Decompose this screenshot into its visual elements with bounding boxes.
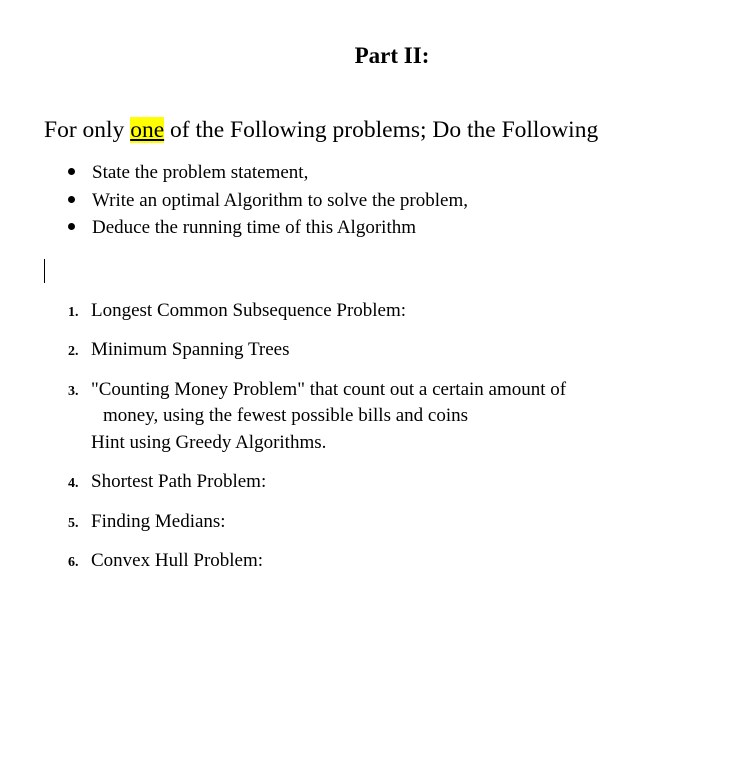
item-number: 5.: [68, 516, 79, 531]
bullet-icon: [68, 196, 75, 203]
item-number: 4.: [68, 476, 79, 491]
bullet-text: Write an optimal Algorithm to solve the problem,: [92, 190, 469, 211]
bullet-item: [68, 162, 308, 184]
bullet-item: [68, 190, 468, 212]
item-hint: Hint using Greedy Algorithms.: [91, 432, 327, 453]
item-text: Longest Common Subsequence Problem:: [91, 300, 407, 321]
item-number: 1.: [68, 305, 79, 320]
instructions-text-after: of the Following problems; Do the Following: [164, 117, 599, 143]
item-text: Convex Hull Problem:: [91, 550, 264, 571]
bullet-icon: [68, 223, 75, 230]
text-cursor[interactable]: [44, 259, 45, 283]
bullet-text: State the problem statement,: [92, 162, 309, 183]
item-number: 6.: [68, 555, 79, 570]
page-title: Part II:: [354, 43, 430, 68]
bullet-text: Deduce the running time of this Algorithm: [92, 217, 417, 238]
list-item: [68, 511, 226, 533]
list-item: [68, 550, 263, 572]
item-text: Shortest Path Problem:: [91, 471, 267, 492]
item-continuation: money, using the fewest possible bills and coins: [103, 405, 468, 426]
instructions-line: [44, 117, 598, 144]
item-text: "Counting Money Problem" that count out a certain amount of: [91, 379, 567, 400]
highlighted-word: one: [130, 117, 165, 143]
bullet-icon: [68, 168, 75, 175]
list-item: [68, 339, 289, 361]
instructions-text-before: For only: [44, 117, 131, 143]
bullet-item: [68, 217, 416, 239]
item-number: 3.: [68, 384, 79, 399]
list-item: [68, 471, 266, 493]
item-number: 2.: [68, 344, 79, 359]
item-text: Minimum Spanning Trees: [91, 339, 290, 360]
list-item: [68, 300, 406, 322]
list-item: [68, 379, 566, 401]
item-text: Finding Medians:: [91, 511, 226, 532]
